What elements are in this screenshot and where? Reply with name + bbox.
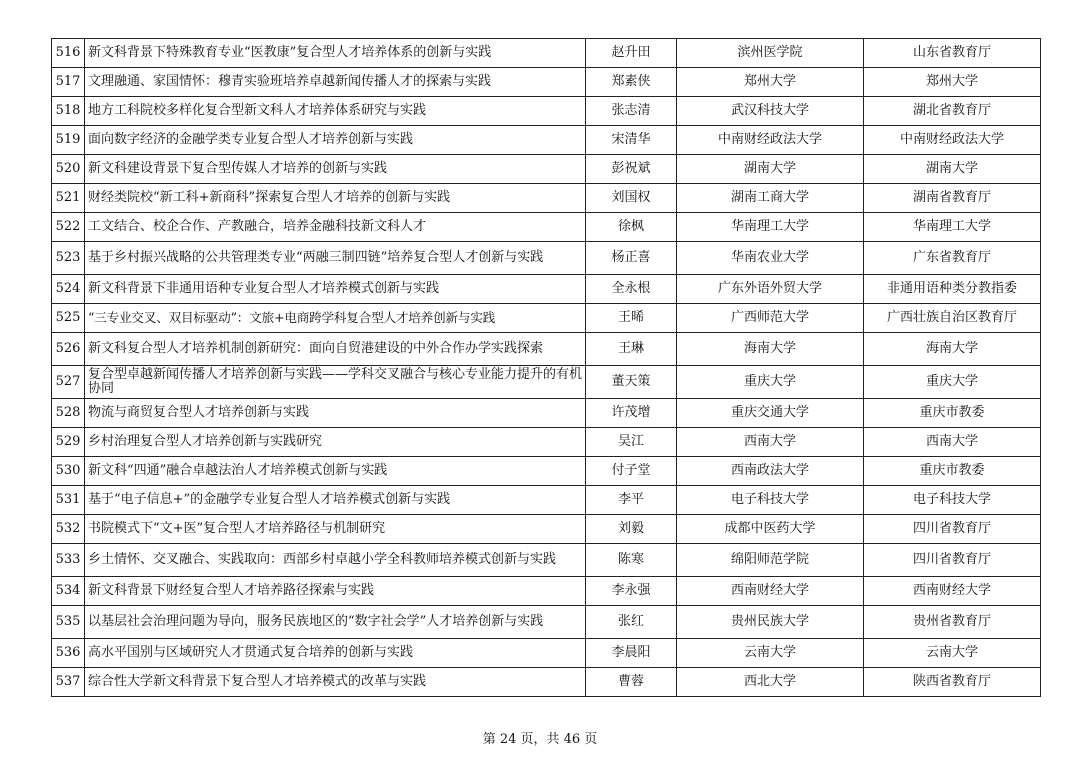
project-title: 物流与商贸复合型人才培养创新与实践 — [85, 399, 586, 428]
institution: 海南大学 — [677, 333, 864, 366]
institution: 西北大学 — [677, 668, 864, 697]
institution: 西南政法大学 — [677, 457, 864, 486]
table-row — [52, 544, 1041, 577]
project-leader: 王琳 — [586, 333, 677, 366]
project-title: 高水平国别与区域研究人才贯通式复合培养的创新与实践 — [85, 639, 586, 668]
table-row — [52, 428, 1041, 457]
institution: 贵州民族大学 — [677, 606, 864, 639]
table-row — [52, 126, 1041, 155]
row-number: 532 — [52, 515, 85, 544]
recommending-unit: 重庆市教委 — [864, 399, 1041, 428]
project-table — [51, 38, 1041, 697]
table-row — [52, 155, 1041, 184]
row-number: 534 — [52, 577, 85, 606]
table-row — [52, 97, 1041, 126]
institution: 中南财经政法大学 — [677, 126, 864, 155]
table-row — [52, 639, 1041, 668]
recommending-unit: 山东省教育厅 — [864, 39, 1041, 68]
row-number: 516 — [52, 39, 85, 68]
row-number: 521 — [52, 184, 85, 213]
project-leader: 董天策 — [586, 366, 677, 399]
institution: 电子科技大学 — [677, 486, 864, 515]
project-title: 新文科复合型人才培养机制创新研究：面向自贸港建设的中外合作办学实践探索 — [85, 333, 586, 366]
recommending-unit: 贵州省教育厅 — [864, 606, 1041, 639]
recommending-unit: 重庆市教委 — [864, 457, 1041, 486]
table-row — [52, 68, 1041, 97]
table-row — [52, 213, 1041, 242]
recommending-unit: 四川省教育厅 — [864, 515, 1041, 544]
project-title: 新文科建设背景下复合型传媒人才培养的创新与实践 — [85, 155, 586, 184]
project-title: 新文科背景下财经复合型人才培养路径探索与实践 — [85, 577, 586, 606]
institution: 绵阳师范学院 — [677, 544, 864, 577]
project-title: 面向数字经济的金融学类专业复合型人才培养创新与实践 — [85, 126, 586, 155]
page-footer: 第 24 页，共 46 页 — [482, 732, 598, 747]
project-leader: 郑素侠 — [586, 68, 677, 97]
institution: 广东外语外贸大学 — [677, 275, 864, 304]
row-number: 517 — [52, 68, 85, 97]
recommending-unit: 广西壮族自治区教育厅 — [864, 304, 1041, 333]
row-number: 526 — [52, 333, 85, 366]
project-leader: 陈寒 — [586, 544, 677, 577]
project-leader: 刘国权 — [586, 184, 677, 213]
project-title: 地方工科院校多样化复合型新文科人才培养体系研究与实践 — [85, 97, 586, 126]
table-row — [52, 184, 1041, 213]
project-leader: 王晞 — [586, 304, 677, 333]
table-row — [52, 577, 1041, 606]
project-table-body — [52, 39, 1041, 697]
institution: 成都中医药大学 — [677, 515, 864, 544]
row-number: 523 — [52, 242, 85, 275]
recommending-unit: 湖南省教育厅 — [864, 184, 1041, 213]
institution: 华南理工大学 — [677, 213, 864, 242]
project-title: 工文结合、校企合作、产教融合，培养金融科技新文科人才 — [85, 213, 586, 242]
project-leader: 赵升田 — [586, 39, 677, 68]
row-number: 531 — [52, 486, 85, 515]
project-leader: 吴江 — [586, 428, 677, 457]
project-leader: 张红 — [586, 606, 677, 639]
recommending-unit: 湖南大学 — [864, 155, 1041, 184]
project-leader: 李晨阳 — [586, 639, 677, 668]
table-row — [52, 39, 1041, 68]
table-row — [52, 275, 1041, 304]
recommending-unit: 陕西省教育厅 — [864, 668, 1041, 697]
row-number: 529 — [52, 428, 85, 457]
table-row — [52, 333, 1041, 366]
institution: 西南财经大学 — [677, 577, 864, 606]
institution: 郑州大学 — [677, 68, 864, 97]
recommending-unit: 郑州大学 — [864, 68, 1041, 97]
row-number: 536 — [52, 639, 85, 668]
recommending-unit: 广东省教育厅 — [864, 242, 1041, 275]
table-row — [52, 668, 1041, 697]
project-title: 基于“电子信息+”的金融学专业复合型人才培养模式创新与实践 — [85, 486, 586, 515]
institution: 湖南工商大学 — [677, 184, 864, 213]
project-leader: 许茂增 — [586, 399, 677, 428]
institution: 滨州医学院 — [677, 39, 864, 68]
table-row — [52, 304, 1041, 333]
row-number: 530 — [52, 457, 85, 486]
table-row — [52, 606, 1041, 639]
recommending-unit: 中南财经政法大学 — [864, 126, 1041, 155]
row-number: 522 — [52, 213, 85, 242]
table-row — [52, 399, 1041, 428]
row-number: 525 — [52, 304, 85, 333]
project-title: 新文科背景下非通用语种专业复合型人才培养模式创新与实践 — [85, 275, 586, 304]
project-leader: 全永根 — [586, 275, 677, 304]
row-number: 537 — [52, 668, 85, 697]
project-title: 新文科背景下特殊教育专业“医教康”复合型人才培养体系的创新与实践 — [85, 39, 586, 68]
table-row — [52, 366, 1041, 399]
recommending-unit: 电子科技大学 — [864, 486, 1041, 515]
recommending-unit: 西南财经大学 — [864, 577, 1041, 606]
project-leader: 曹蓉 — [586, 668, 677, 697]
row-number: 535 — [52, 606, 85, 639]
project-leader: 李永强 — [586, 577, 677, 606]
project-title: 综合性大学新文科背景下复合型人才培养模式的改革与实践 — [85, 668, 586, 697]
project-leader: 付子堂 — [586, 457, 677, 486]
project-title: 书院模式下“文+医”复合型人才培养路径与机制研究 — [85, 515, 586, 544]
institution: 华南农业大学 — [677, 242, 864, 275]
project-leader: 宋清华 — [586, 126, 677, 155]
project-leader: 杨正喜 — [586, 242, 677, 275]
row-number: 520 — [52, 155, 85, 184]
table-row — [52, 242, 1041, 275]
project-leader: 徐枫 — [586, 213, 677, 242]
project-title: 复合型卓越新闻传播人才培养创新与实践——学科交叉融合与核心专业能力提升的有机协同 — [85, 366, 586, 399]
project-title: 新文科“四通”融合卓越法治人才培养模式创新与实践 — [85, 457, 586, 486]
project-leader: 李平 — [586, 486, 677, 515]
table-row — [52, 457, 1041, 486]
award-list-page — [51, 38, 1029, 697]
row-number: 527 — [52, 366, 85, 399]
recommending-unit: 非通用语种类分教指委 — [864, 275, 1041, 304]
row-number: 518 — [52, 97, 85, 126]
institution: 云南大学 — [677, 639, 864, 668]
project-leader: 彭祝斌 — [586, 155, 677, 184]
recommending-unit: 四川省教育厅 — [864, 544, 1041, 577]
recommending-unit: 华南理工大学 — [864, 213, 1041, 242]
row-number: 524 — [52, 275, 85, 304]
project-title: 乡土情怀、交叉融合、实践取向：西部乡村卓越小学全科教师培养模式创新与实践 — [85, 544, 586, 577]
table-row — [52, 486, 1041, 515]
institution: 湖南大学 — [677, 155, 864, 184]
project-leader: 刘毅 — [586, 515, 677, 544]
institution: 武汉科技大学 — [677, 97, 864, 126]
project-leader: 张志清 — [586, 97, 677, 126]
institution: 重庆大学 — [677, 366, 864, 399]
recommending-unit: 云南大学 — [864, 639, 1041, 668]
row-number: 528 — [52, 399, 85, 428]
institution: 广西师范大学 — [677, 304, 864, 333]
institution: 重庆交通大学 — [677, 399, 864, 428]
project-title: 财经类院校“新工科+新商科”探索复合型人才培养的创新与实践 — [85, 184, 586, 213]
recommending-unit: 湖北省教育厅 — [864, 97, 1041, 126]
recommending-unit: 西南大学 — [864, 428, 1041, 457]
row-number: 533 — [52, 544, 85, 577]
row-number: 519 — [52, 126, 85, 155]
project-title: 以基层社会治理问题为导向，服务民族地区的“数字社会学”人才培养创新与实践 — [85, 606, 586, 639]
project-title: 基于乡村振兴战略的公共管理类专业“两融三制四链”培养复合型人才创新与实践 — [85, 242, 586, 275]
institution: 西南大学 — [677, 428, 864, 457]
recommending-unit: 重庆大学 — [864, 366, 1041, 399]
project-title: 乡村治理复合型人才培养创新与实践研究 — [85, 428, 586, 457]
project-title: 文理融通、家国情怀：穆青实验班培养卓越新闻传播人才的探索与实践 — [85, 68, 586, 97]
table-row — [52, 515, 1041, 544]
recommending-unit: 海南大学 — [864, 333, 1041, 366]
project-title: “三专业交叉、双目标驱动”：文旅+电商跨学科复合型人才培养创新与实践 — [85, 304, 586, 333]
